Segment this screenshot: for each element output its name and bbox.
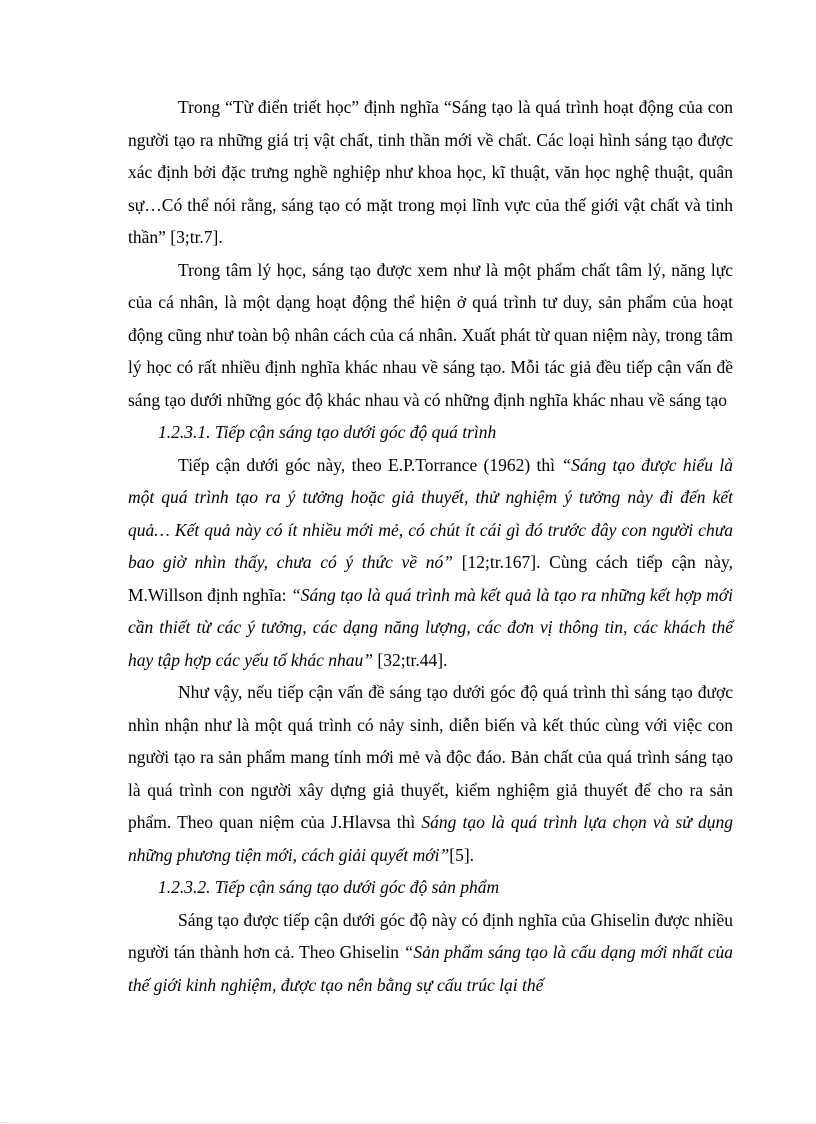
italic-text-run: “Sản phẩm sáng tạo là cấu dạng mới nhất của thế giới kinh nghiệm, được tạo nên bằng sự cấu trúc lại thế <box>128 942 733 995</box>
italic-text-run: 1.2.3.1. Tiếp cận sáng tạo dưới góc độ quá trình <box>158 422 497 442</box>
italic-text-run: “Sáng tạo là quá trình mà kết quả là tạo ra những kết hợp mới cần thiết từ các ý tưởng, các dạng năng lượng, các đơn vị thông tin, các khách thể hay tập hợp các yếu tố khác nhau” <box>128 584 733 670</box>
body-paragraph <box>128 676 733 871</box>
text-run: [12;tr.167]. Cùng cách tiếp cận này, M.Willson định nghĩa: <box>128 552 734 605</box>
section-heading <box>128 416 733 449</box>
document-page <box>128 91 733 1001</box>
italic-text-run: “Sáng tạo được hiểu là một quá trình tạo ra ý tưởng hoặc giả thuyết, thử nghiệm ý tưởng này đi đến kết quả… Kết quả này có ít nhiều mới mẻ, có chút ít cái gì đó trước đây con người chưa bao giờ nhìn thấy, chưa có ý thức về nó” <box>128 454 733 572</box>
italic-text-run: 1.2.3.2. Tiếp cận sáng tạo dưới góc độ sản phẩm <box>158 877 500 897</box>
text-run: [5]. <box>449 844 475 865</box>
body-paragraph <box>128 904 733 1002</box>
text-run: Sáng tạo được tiếp cận dưới góc độ này có định nghĩa của Ghiselin được nhiều người tán thành hơn cả. Theo Ghiselin <box>128 909 733 962</box>
text-run: [32;tr.44]. <box>373 649 448 670</box>
section-heading <box>128 871 733 904</box>
italic-text-run: Sáng tạo là quá trình lựa chọn và sử dụng những phương tiện mới, cách giải quyết mới” <box>128 812 733 865</box>
text-run: Như vậy, nếu tiếp cận vấn đề sáng tạo dưới góc độ quá trình thì sáng tạo được nhìn nhận như là một quá trình có nảy sinh, diễn biến và kết thúc cùng với việc con người tạo ra sản phẩm mang tính mới mẻ và độc đáo. Bản chất của quá trình sáng tạo là quá trình con người xây dựng giả thuyết, kiểm nghiệm giả thuyết để cho ra sản phẩm. Theo quan niệm của J.Hlavsa thì <box>128 682 733 832</box>
text-run: Tiếp cận dưới góc này, theo E.P.Torrance (1962) thì <box>178 454 562 475</box>
body-paragraph <box>128 449 733 677</box>
body-paragraph <box>128 254 733 417</box>
body-paragraph <box>128 91 733 254</box>
text-run: Trong tâm lý học, sáng tạo được xem như là một phẩm chất tâm lý, năng lực của cá nhân, là một dạng hoạt động thể hiện ở quá trình tư duy, sản phẩm của hoạt động cũng như toàn bộ nhân cách của cá nhân. Xuất phát từ quan niệm này, trong tâm lý học có rất nhiều định nghĩa khác nhau về sáng tạo. Mỗi tác giả đều tiếp cận vấn đề sáng tạo dưới những góc độ khác nhau và có những định nghĩa khác nhau về sáng tạo <box>128 259 733 410</box>
text-run: Trong “Từ điển triết học” định nghĩa “Sáng tạo là quá trình hoạt động của con người tạo ra những giá trị vật chất, tinh thần mới về chất. Các loại hình sáng tạo được xác định bởi đặc trưng nghề nghiệp như khoa học, kĩ thuật, văn học nghệ thuật, quân sự…Có thể nói rằng, sáng tạo có mặt trong mọi lĩnh vực của thế giới vật chất và tinh thần” [3;tr.7]. <box>128 97 733 247</box>
